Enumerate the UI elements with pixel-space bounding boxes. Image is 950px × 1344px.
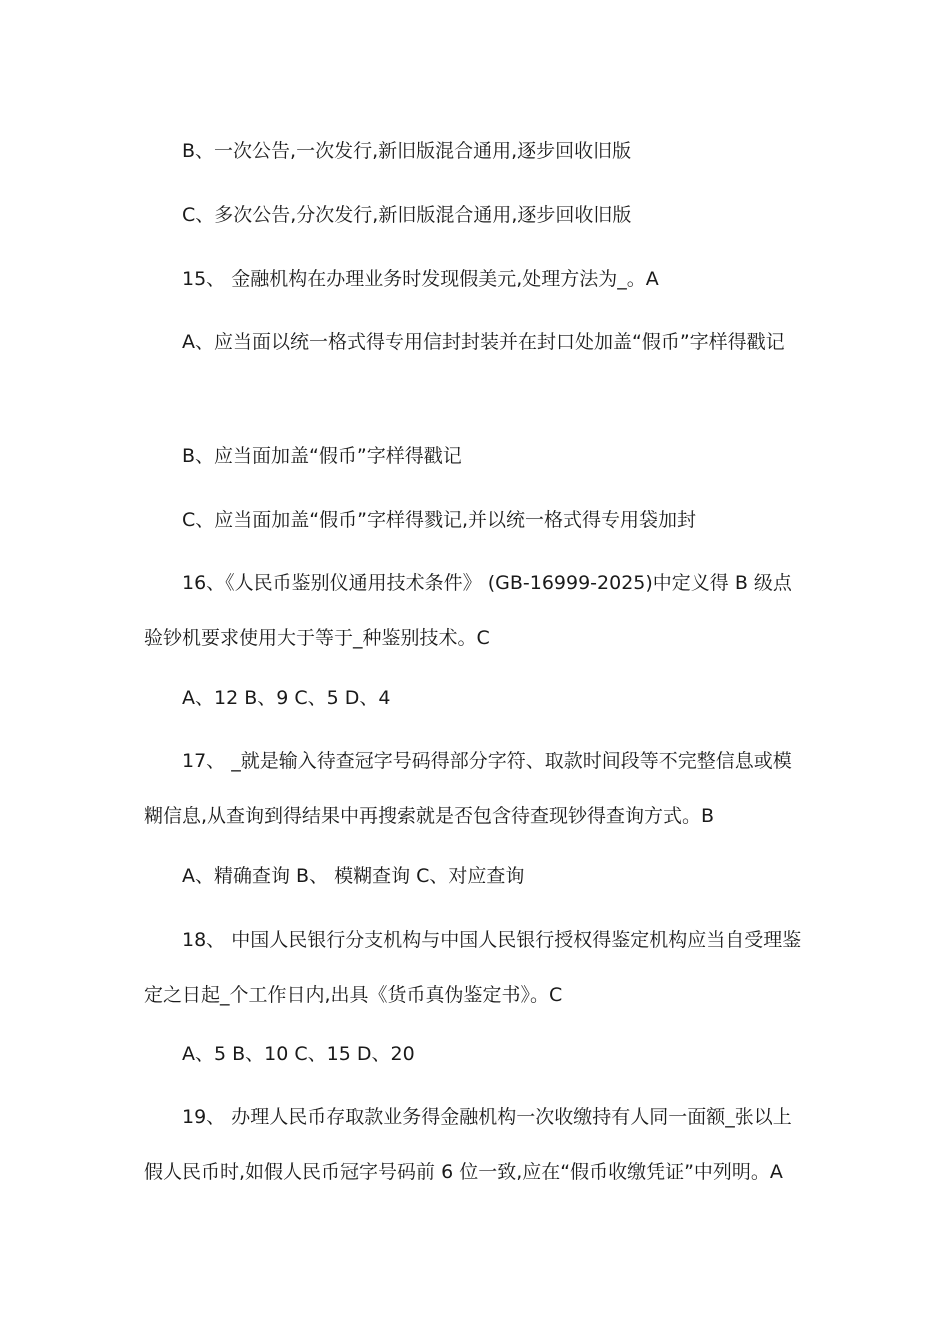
question-15-option-b: B、应当面加盖“假币”字样得戳记: [182, 445, 462, 467]
question-17: 17、 _就是输入待查冠字号码得部分字符、取款时间段等不完整信息或模糊信息,从查询到得结果中再搜索就是否包含待查现钞得查询方式。B: [144, 750, 792, 827]
option-b-text: B、一次公告,一次发行,新旧版混合通用,逐步回收旧版: [182, 140, 632, 162]
question-16-options: A、12 B、9 C、5 D、4: [182, 687, 391, 709]
question-16: 16、《人民币鉴别仪通用技术条件》 (GB-16999-2025)中定义得 B 级点验钞机要求使用大于等于_种鉴别技术。C: [144, 572, 792, 649]
question-18: 18、 中国人民银行分支机构与中国人民银行授权得鉴定机构应当自受理鉴定之日起_个工作日内,出具《货币真伪鉴定书》。C: [144, 929, 802, 1006]
question-15-option-a: A、应当面以统一格式得专用信封封装并在封口处加盖“假币”字样得戳记: [182, 331, 785, 353]
question-15: 15、 金融机构在办理业务时发现假美元,处理方法为_。A: [182, 268, 659, 290]
question-19: 19、 办理人民币存取款业务得金融机构一次收缴持有人同一面额_张以上假人民币时,如假人民币冠字号码前 6 位一致,应在“假币收缴凭证”中列明。A: [144, 1106, 792, 1183]
question-18-options: A、5 B、10 C、15 D、20: [182, 1043, 415, 1065]
question-17-options: A、精确查询 B、 模糊查询 C、对应查询: [182, 865, 525, 887]
question-15-option-c: C、应当面加盖“假币”字样得戮记,并以统一格式得专用袋加封: [182, 509, 696, 531]
option-c-text: C、多次公告,分次发行,新旧版混合通用,逐步回收旧版: [182, 204, 632, 226]
